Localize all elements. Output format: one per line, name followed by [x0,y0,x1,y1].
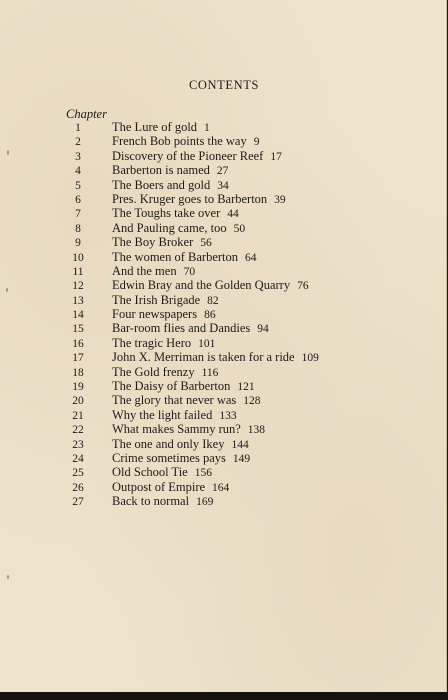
page-number: 138 [247,424,266,437]
chapter-title: The Daisy of Barberton [112,379,231,394]
chapter-number: 15 [72,323,84,336]
chapter-title: Back to normal [112,494,190,509]
toc-entry [60,437,430,451]
page-number: 128 [243,395,261,408]
chapter-number: 24 [72,452,84,465]
toc-entry [60,393,430,407]
toc-entry [60,206,430,220]
chapter-title: Discovery of the Pioneer Reef [112,148,264,163]
toc-entry [60,480,430,494]
chapter-title: The Lure of gold [112,120,198,134]
page-number: 116 [201,366,219,379]
chapter-number: 2 [75,136,81,149]
page-number: 86 [204,309,216,322]
chapter-number: 18 [72,366,84,379]
chapter-title: The Boers and gold [112,177,211,192]
chapter-number: 13 [72,294,84,307]
toc-entry [60,422,430,436]
chapter-number: 14 [72,309,84,322]
toc-entry [60,321,430,335]
page-number: 133 [219,409,237,422]
contents-list [60,120,430,509]
chapter-number: 9 [75,237,81,250]
page-number: 164 [212,481,230,494]
chapter-title: Four newspapers [112,307,198,322]
chapter-number: 27 [72,496,84,509]
chapter-title: And the men [112,263,177,278]
toc-entry [60,408,430,422]
chapter-title: The Gold frenzy [112,364,195,379]
chapter-number: 26 [72,481,84,494]
page-number: 27 [216,165,229,178]
chapter-number: 21 [72,409,84,422]
paper-blemish [7,150,9,155]
toc-entry [60,264,430,278]
chapter-title: Outpost of Empire [112,479,206,494]
page-number: 109 [301,352,319,365]
page-number: 101 [198,337,216,350]
chapter-number: 10 [72,251,84,264]
toc-entry [60,365,430,379]
chapter-number: 3 [75,150,81,163]
chapter-title: Why the light failed [112,407,213,422]
page-number: 82 [207,294,219,307]
chapter-title: Old School Tie [112,465,188,480]
chapter-number: 6 [75,193,81,206]
toc-entry [60,163,430,177]
chapter-number: 4 [75,165,81,178]
page-edge-shadow [0,692,448,700]
page-number: 34 [217,179,229,192]
page-number: 64 [245,251,257,264]
page-number: 9 [253,136,260,149]
page-title: CONTENTS [188,78,260,92]
chapter-title: The one and only Ikey [112,436,225,451]
toc-entry [60,149,430,163]
chapter-title: The women of Barberton [112,249,239,264]
chapter-number: 16 [72,337,84,350]
chapter-title: Crime sometimes pays [112,450,226,465]
chapter-number: 11 [72,265,84,278]
chapter-column-label: Chapter [66,107,107,121]
chapter-title: French Bob points the way [112,134,247,149]
chapter-title: What makes Sammy run? [112,422,241,437]
page-number: 39 [274,193,286,206]
page-number: 169 [196,496,214,509]
paper-blemish [7,575,9,579]
chapter-number: 12 [72,280,84,293]
page-number: 44 [227,208,239,221]
chapter-title: Pres. Kruger goes to Barberton [112,191,268,206]
chapter-title: Edwin Bray and the Golden Quarry [112,278,291,293]
page-number: 121 [237,381,255,394]
chapter-title: And Pauling came, too [112,220,227,235]
chapter-number: 22 [72,424,84,437]
toc-entry [60,178,430,192]
toc-entry [60,494,430,508]
toc-entry [60,250,430,264]
page-number: 56 [200,237,212,250]
chapter-title: The Irish Brigade [112,292,201,307]
toc-entry [60,192,430,206]
chapter-title: The Boy Broker [112,235,194,250]
chapter-number: 8 [75,222,81,235]
toc-entry [60,451,430,465]
chapter-number: 7 [75,208,81,221]
toc-entry [60,465,430,479]
page-number: 1 [204,122,210,134]
toc-entry [60,221,430,235]
chapter-number: 17 [72,352,84,365]
chapter-title: Bar-room flies and Dandies [112,321,251,336]
chapter-title: Barberton is named [112,163,210,178]
page-number: 76 [297,280,309,293]
chapter-title: John X. Merriman is taken for a ride [112,350,295,365]
page-number: 149 [232,452,251,465]
toc-entry [60,379,430,393]
paper-blemish [6,288,8,292]
toc-entry [60,307,430,321]
chapter-number: 23 [72,438,84,451]
page-number: 144 [231,438,249,451]
chapter-number: 1 [75,122,81,134]
chapter-title: The tragic Hero [112,335,192,350]
toc-entry [60,336,430,350]
page-number: 70 [183,265,196,278]
toc-entry [60,350,430,364]
chapter-number: 20 [72,395,84,408]
page-number: 17 [270,150,282,163]
chapter-title: The glory that never was [112,393,237,408]
page-number: 94 [257,323,269,336]
page-number: 156 [194,467,212,480]
toc-entry [60,235,430,249]
toc-entry [60,278,430,292]
chapter-number: 25 [72,467,84,480]
toc-entry [60,293,430,307]
toc-entry [60,134,430,148]
chapter-number: 5 [75,179,81,192]
chapter-number: 19 [72,381,84,394]
page-number: 50 [233,222,246,235]
toc-entry [60,120,430,134]
chapter-title: The Toughs take over [112,206,221,221]
